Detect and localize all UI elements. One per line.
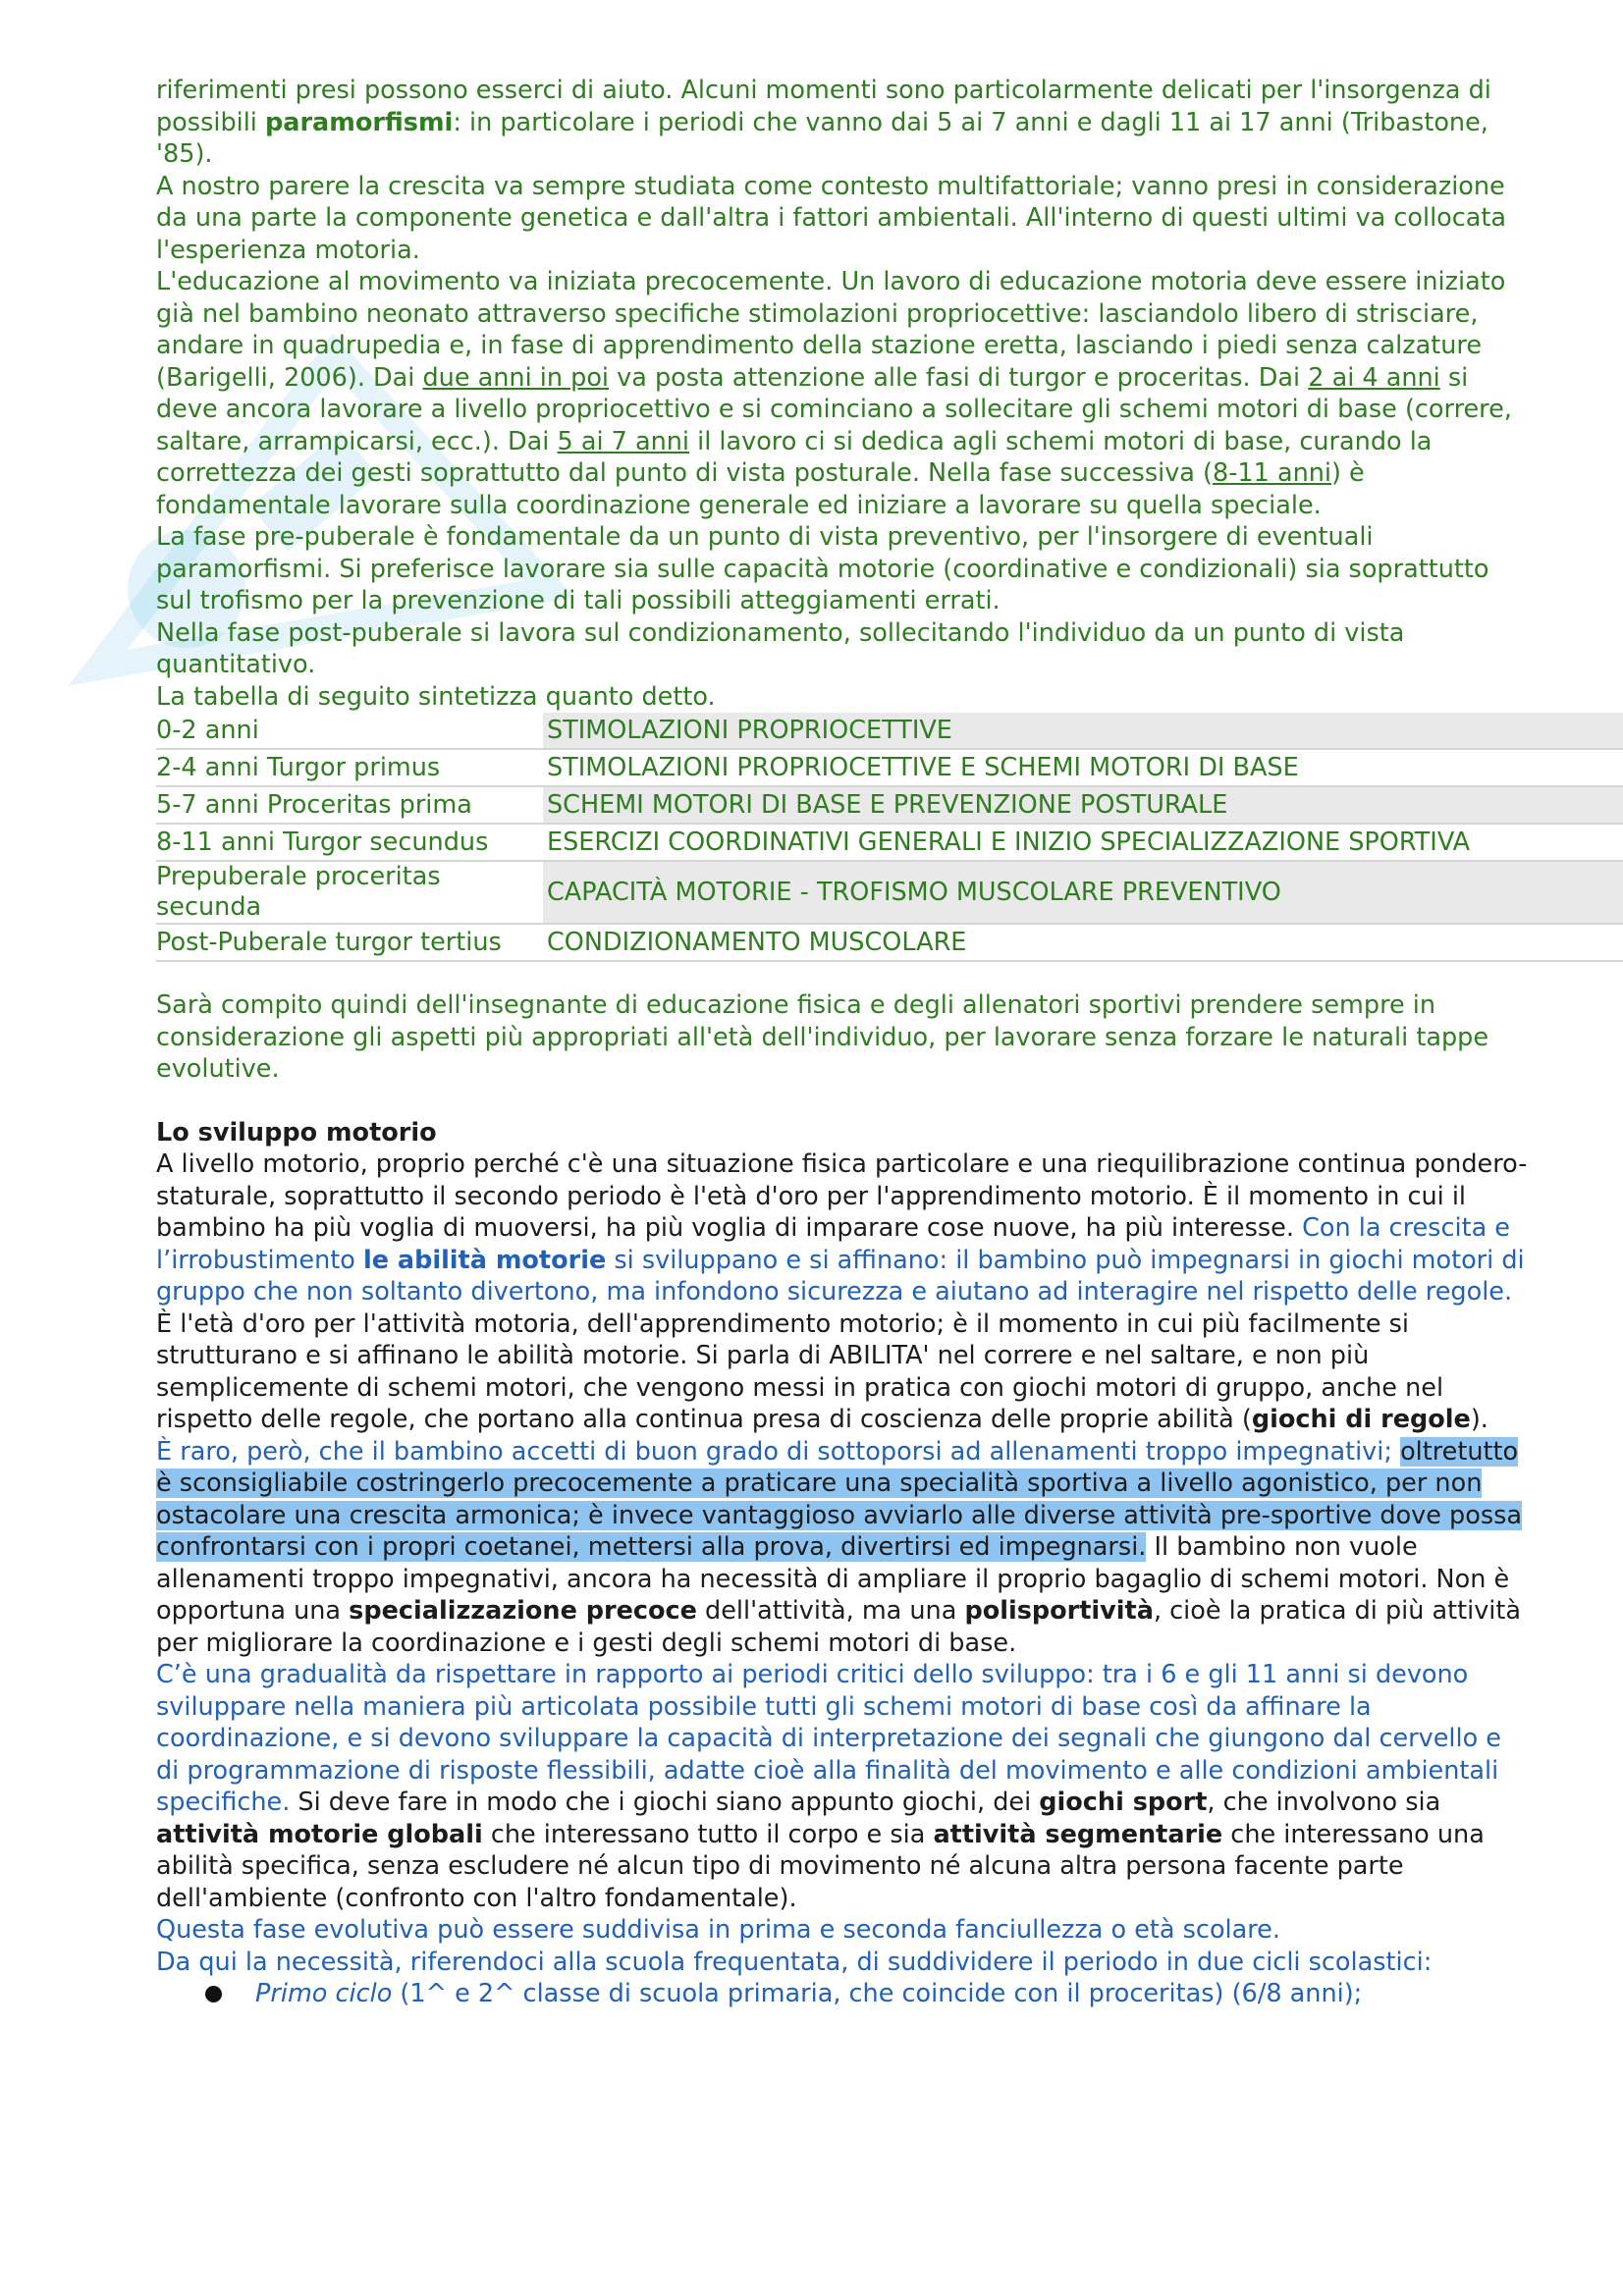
table-cell-activity: STIMOLAZIONI PROPRIOCETTIVE E SCHEMI MOTORI DI BASE bbox=[543, 749, 1623, 786]
table-caption: La tabella di seguito sintetizza quanto detto. bbox=[156, 681, 716, 712]
table-row bbox=[156, 713, 1623, 749]
table-cell-age: 8-11 anni Turgor secundus bbox=[156, 824, 543, 861]
paragraph-allenamenti: È raro, però, che il bambino accetti di buon grado di sottoporsi ad allenamenti troppo impegnativi; oltretutto è sconsigliabile costringerlo precocemente a praticare una specialità sportiva a livello agonistico, per non ostacolare una crescita armonica; è invece vantaggioso avviarlo alle diverse attività pre-sportive dove possa confrontarsi con i propri coetanei, mettersi alla prova, divertirsi ed impegnarsi. Il bambino non vuole allenamenti troppo impegnativi, ancora ha necessità di ampliare il proprio bagaglio di schemi motori. Non è opportuna una specializzazione precoce dell'attività, ma una polisportività, cioè la pratica di più attività per migliorare la coordinazione e i gesti degli schemi motori di base. bbox=[156, 1436, 1523, 1658]
table-cell-age: 0-2 anni bbox=[156, 713, 543, 749]
table-row bbox=[156, 786, 1623, 824]
paragraph-paramorfismi: riferimenti presi possono esserci di aiuto. Alcuni momenti sono particolarmente delicati per l'insorgenza di possibili paramorfismi: in particolare i periodi che vanno dai 5 ai 7 anni e dagli 11 ai 17 anni (Tribastone, '85). bbox=[156, 76, 1491, 169]
paragraph-prepuberale: La fase pre-puberale è fondamentale da un punto di vista preventivo, per l'insorgere di eventuali paramorfismi. Si preferisce lavorare sia sulle capacità motorie (coordinative e condizionali) sia soprattutto sul trofismo per la prevenzione di tali possibili atteggiamenti errati. bbox=[156, 522, 1489, 615]
table-row bbox=[156, 924, 1623, 961]
paragraph-insegnante: Sarà compito quindi dell'insegnante di educazione fisica e degli allenatori sportivi prendere sempre in considerazione gli aspetti più appropriati all'età dell'individuo, per lavorare senza forzare le naturali tappe evolutive. bbox=[156, 990, 1489, 1084]
table-cell-age: 5-7 anni Proceritas prima bbox=[156, 786, 543, 824]
paragraph-postpuberale: Nella fase post-puberale si lavora sul condizionamento, sollecitando l'individuo da un punto di vista quantitativo. bbox=[156, 617, 1405, 679]
paragraph-sviluppo-motorio: A livello motorio, proprio perché c'è una situazione fisica particolare e una riequilibrazione continua pondero-staturale, soprattutto il secondo periodo è l'età d'oro per l'apprendimento motorio. È il momento in cui il bambino ha più voglia di muoversi, ha più voglia di imparare cose nuove, ha più interesse. Con la crescita e l’irrobustimento le abilità motorie si sviluppano e si affinano: il bambino può impegnarsi in giochi motori di gruppo che non soltanto divertono, ma infondono sicurezza e aiutano ad interagire nel rispetto delle regole. È l'età d'oro per l'attività motoria, dell'apprendimento motorio; è il momento in cui più facilmente si strutturano e si affinano le abilità motorie. Si parla di ABILITA' nel correre e nel saltare, e non più semplicemente di schemi motori, che vengono messi in pratica con giochi motori di gruppo, anche nel rispetto delle regole, che portano alla continua presa di coscienza delle proprie abilità (giochi di regole). bbox=[156, 1149, 1528, 1434]
cycles-list bbox=[156, 1978, 1531, 2010]
term-paramorfismi: paramorfismi bbox=[265, 107, 454, 137]
paragraph-gradualita: C’è una gradualità da rispettare in rapporto ai periodi critici dello sviluppo: tra i 6 e gli 11 anni si devono sviluppare nella maniera più articolata possibile tutti gli schemi motori di base così da affinare la coordinazione, e si devono sviluppare la capacità di interpretazione dei segnali che giungono dal cervello e di programmazione di risposte flessibili, adatte cioè alla finalità del movimento e alle condizioni ambientali specifiche. Si deve fare in modo che i giochi siano appunto giochi, dei giochi sport, che involvono sia attività motorie globali che interessano tutto il corpo e sia attività segmentarie che interessano una abilità specifica, senza escludere né alcun tipo di movimento né alcuna altra persona facente parte dell'ambiente (confronto con l'altro fondamentale). bbox=[156, 1660, 1501, 1913]
table-cell-activity: ESERCIZI COORDINATIVI GENERALI E INIZIO SPECIALIZZAZIONE SPORTIVA bbox=[543, 824, 1623, 861]
term-giochi-sport: giochi sport bbox=[1039, 1788, 1208, 1817]
table-cell-age: 2-4 anni Turgor primus bbox=[156, 749, 543, 786]
paragraph-crescita: A nostro parere la crescita va sempre studiata come contesto multifattoriale; vanno presi in considerazione da una parte la componente genetica e dall'altra i fattori ambientali. All'interno di questi ultimi va collocata l'esperienza motoria. bbox=[156, 171, 1507, 265]
table-cell-activity: CONDIZIONAMENTO MUSCOLARE bbox=[543, 924, 1623, 961]
term-specializzazione-precoce: specializzazione precoce bbox=[349, 1596, 697, 1626]
section-heading: Lo sviluppo motorio bbox=[156, 1117, 437, 1148]
stages-table bbox=[156, 713, 1623, 962]
table-cell-age: Post-Puberale turgor tertius bbox=[156, 924, 543, 961]
table-row bbox=[156, 861, 1623, 924]
table-row bbox=[156, 749, 1623, 786]
spacer bbox=[156, 962, 1531, 989]
list-item: Primo ciclo (1^ e 2^ classe di scuola primaria, che coincide con il proceritas) (6/8 anni); bbox=[156, 1978, 1531, 2010]
document-page bbox=[156, 75, 1531, 2010]
table-cell-activity: SCHEMI MOTORI DI BASE E PREVENZIONE POSTURALE bbox=[543, 786, 1623, 824]
term-abilita-motorie: le abilità motorie bbox=[362, 1245, 607, 1275]
term-polisportivita: polisportività bbox=[964, 1596, 1154, 1626]
paragraph-cicli: Da qui la necessità, riferendoci alla scuola frequentata, di suddividere il periodo in due cicli scolastici: bbox=[156, 1947, 1433, 1977]
bullet-icon bbox=[205, 1986, 222, 2002]
highlighted-text: oltretutto è sconsigliabile costringerlo precocemente a praticare una specialità sportiva a livello agonistico, per non ostacolare una crescita armonica; è invece vantaggioso avviarlo alle diverse attività pre-sportive dove possa confrontarsi con i propri coetanei, mettersi alla prova, divertirsi ed impegnarsi. bbox=[156, 1436, 1523, 1562]
term-attivita-globali: attività motorie globali bbox=[156, 1819, 483, 1849]
table-cell-activity: CAPACITÀ MOTORIE - TROFISMO MUSCOLARE PREVENTIVO bbox=[543, 861, 1623, 924]
paragraph-educazione: L'educazione al movimento va iniziata precocemente. Un lavoro di educazione motoria deve essere iniziato già nel bambino neonato attraverso specifiche stimolazioni propriocettive: lasciandolo libero di strisciare, andare in quadrupedia e, in fase di apprendimento della stazione eretta, lasciando i piedi senza calzature (Barigelli, 2006). Dai due anni in poi va posta attenzione alle fasi di turgor e proceritas. Dai 2 ai 4 anni si deve ancora lavorare a livello propriocettivo e si cominciano a sollecitare gli schemi motori di base (correre, saltare, arrampicarsi, ecc.). Dai 5 ai 7 anni il lavoro ci si dedica agli schemi motori di base, curando la correttezza dei gesti soprattutto dal punto di vista posturale. Nella fase successiva (8-11 anni) è fondamentale lavorare sulla coordinazione generale ed iniziare a lavorare su quella speciale. bbox=[156, 267, 1512, 520]
table-cell-age: Prepuberale proceritas secunda bbox=[156, 861, 543, 924]
term-attivita-segmentarie: attività segmentarie bbox=[933, 1819, 1223, 1849]
term-giochi-di-regole: giochi di regole bbox=[1251, 1405, 1471, 1434]
table-cell-activity: STIMOLAZIONI PROPRIOCETTIVE bbox=[543, 713, 1623, 749]
paragraph-fase-evolutiva: Questa fase evolutiva può essere suddivisa in prima e seconda fanciullezza o età scolare. bbox=[156, 1915, 1280, 1945]
table-row bbox=[156, 824, 1623, 861]
